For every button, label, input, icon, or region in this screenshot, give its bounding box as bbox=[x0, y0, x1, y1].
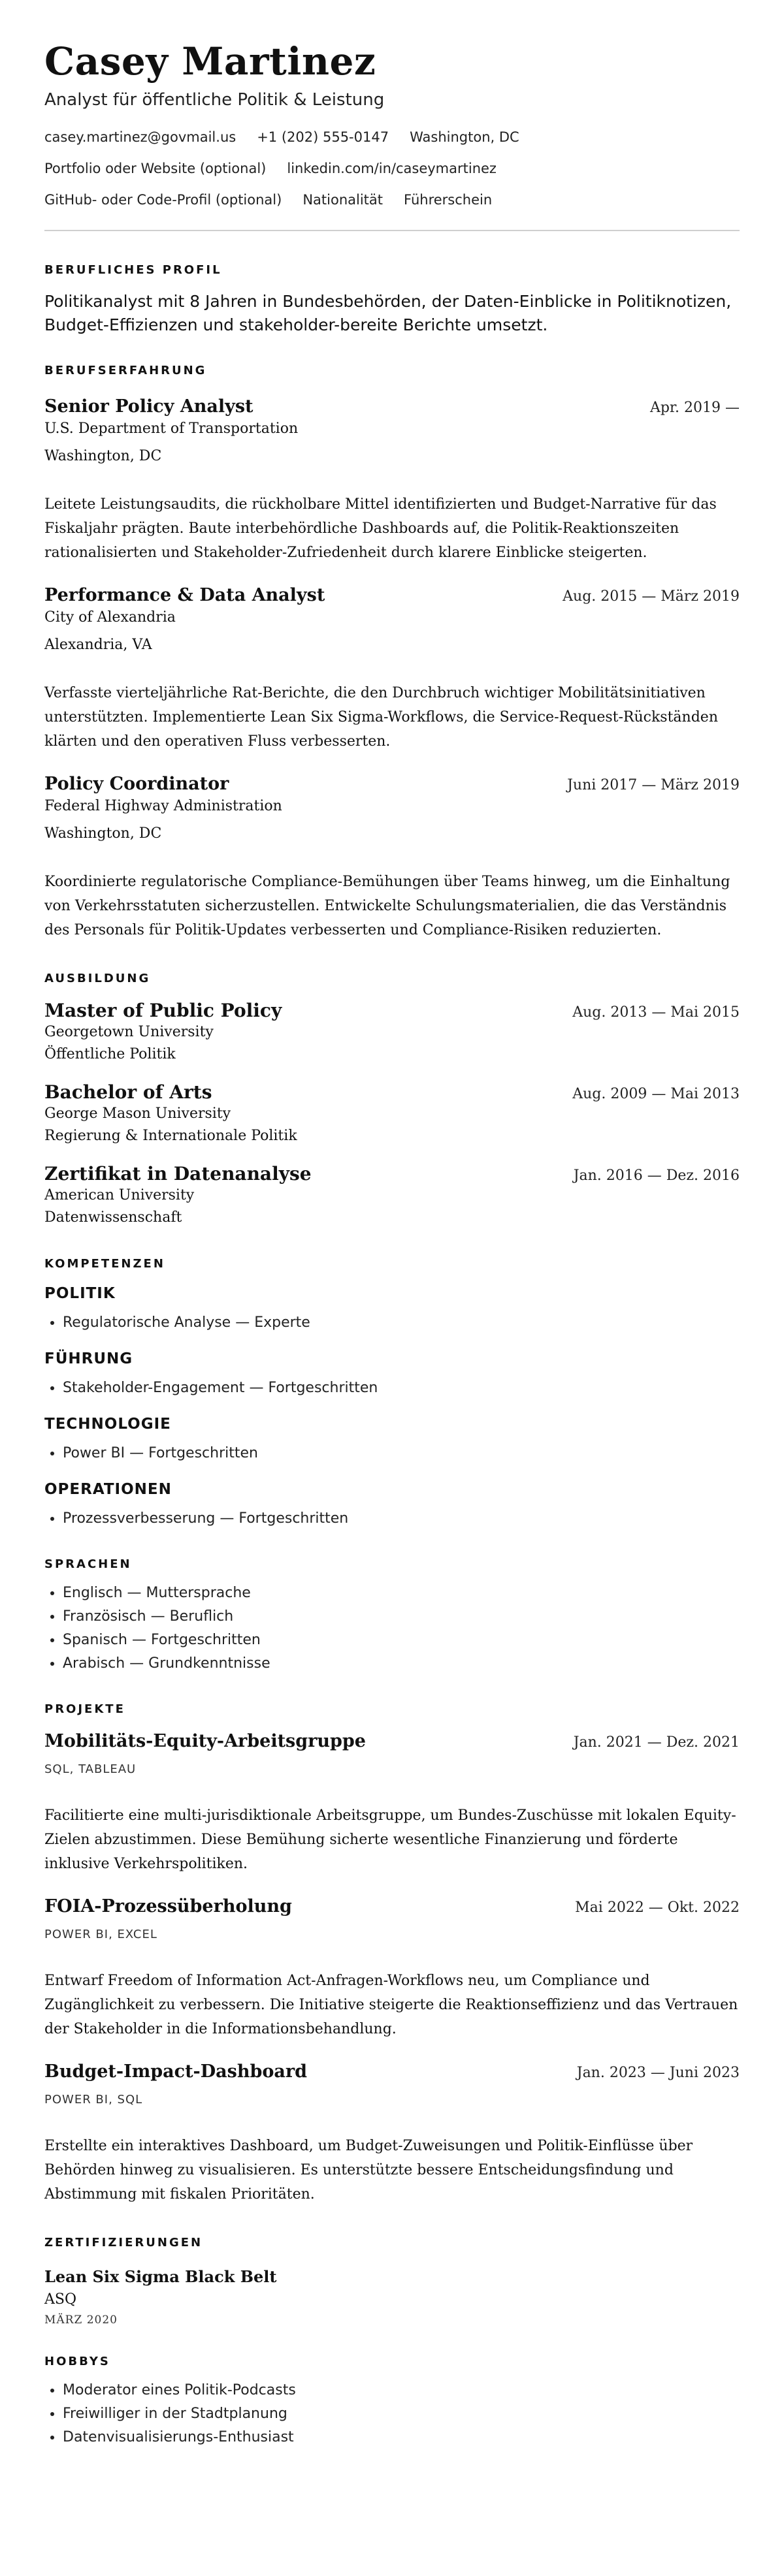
school-name: Georgetown University bbox=[44, 1024, 214, 1040]
section-heading-profile: BERUFLICHES PROFIL bbox=[44, 263, 222, 277]
project-title: FOIA-Prozessüberholung bbox=[44, 1896, 292, 1916]
contact-row bbox=[44, 159, 740, 178]
field-of-study: Regierung & Internationale Politik bbox=[44, 1128, 297, 1144]
project-title: Mobilitäts-Equity-Arbeitsgruppe bbox=[44, 1731, 366, 1751]
skill-item: • Power BI — Fortgeschritten bbox=[63, 1442, 740, 1465]
project-tech: POWER BI, SQL bbox=[44, 2093, 143, 2107]
education-date: Jan. 2016 — Dez. 2016 bbox=[573, 1168, 740, 1184]
project-tech: SQL, TABLEAU bbox=[44, 1762, 137, 1776]
skill-category: OPERATIONEN bbox=[44, 1481, 172, 1498]
project-entry bbox=[44, 2061, 740, 2206]
degree-title: Master of Public Policy bbox=[44, 1000, 282, 1021]
project-description: Entwarf Freedom of Information Act-Anfragen-Workflows neu, um Compliance und Zugänglichkeit zu verbessern. Die Initiative steigerte die Reaktionseffizienz und das Vertrauen der Stakeholder in die Informationsbehandlung. bbox=[44, 1973, 738, 2037]
language-item: • Spanisch — Fortgeschritten bbox=[63, 1629, 740, 1652]
skill-item: • Prozessverbesserung — Fortgeschritten bbox=[63, 1507, 740, 1531]
header-divider bbox=[44, 230, 740, 231]
skill-list bbox=[44, 1507, 740, 1531]
school-name: American University bbox=[44, 1187, 195, 1203]
job-title: Senior Policy Analyst bbox=[44, 396, 253, 417]
education-date: Aug. 2009 — Mai 2013 bbox=[572, 1086, 740, 1102]
certification-issuer: ASQ bbox=[44, 2291, 76, 2308]
language-item: • Arabisch — Grundkenntnisse bbox=[63, 1652, 740, 1676]
skill-category: POLITIK bbox=[44, 1285, 116, 1302]
job-description: Verfasste vierteljährliche Rat-Berichte, die den Durchbruch wichtiger Mobilitätsinitiativen unterstützten. Implementierte Lean Six Sigma-Workflows, die Service-Request-Rückständen klärten und den operativen Fluss verbesserten. bbox=[44, 685, 718, 750]
contact-row bbox=[44, 128, 740, 146]
section-heading-education: AUSBILDUNG bbox=[44, 972, 151, 985]
job-description: Leitete Leistungsaudits, die rückholbare Mittel identifizierten und Budget-Narrative für das Fiskaljahr prägten. Baute interbehördliche Dashboards auf, die Politik-Reaktionszeiten rationalisierten und Stakeholder-Zufriedenheit durch klarere Einblicke steigerten. bbox=[44, 496, 717, 561]
profile-summary: Politikanalyst mit 8 Jahren in Bundesbehörden, der Daten-Einblicke in Politiknotizen, Budget-Effizienzen und stakeholder-bereite Berichte umsetzt. bbox=[44, 292, 732, 334]
language-list bbox=[44, 1582, 740, 1676]
location: Washington, DC bbox=[410, 129, 519, 145]
section-heading-projects: PROJEKTE bbox=[44, 1702, 125, 1716]
job-location: Washington, DC bbox=[44, 825, 162, 842]
degree-title: Bachelor of Arts bbox=[44, 1081, 212, 1103]
job-organization: U.S. Department of Transportation bbox=[44, 421, 299, 437]
portfolio-link[interactable]: Portfolio oder Website (optional) bbox=[44, 161, 267, 176]
field-of-study: Datenwissenschaft bbox=[44, 1209, 182, 1226]
skill-item: • Regulatorische Analyse — Experte bbox=[63, 1311, 740, 1335]
section-heading-certifications: ZERTIFIZIERUNGEN bbox=[44, 2236, 203, 2250]
section-heading-skills: KOMPETENZEN bbox=[44, 1257, 165, 1271]
language-item: • Englisch — Muttersprache bbox=[63, 1582, 740, 1605]
skill-list bbox=[44, 1311, 740, 1335]
education-date: Aug. 2013 — Mai 2015 bbox=[572, 1004, 740, 1021]
candidate-title: Analyst für öffentliche Politik & Leistung bbox=[44, 90, 385, 110]
nationality: Nationalität bbox=[302, 192, 384, 208]
school-name: George Mason University bbox=[44, 1105, 231, 1122]
github-link[interactable]: GitHub- oder Code-Profil (optional) bbox=[44, 192, 282, 208]
section-heading-languages: SPRACHEN bbox=[44, 1557, 132, 1571]
project-date: Mai 2022 — Okt. 2022 bbox=[575, 1900, 740, 1916]
phone-number[interactable]: +1 (202) 555-0147 bbox=[257, 129, 389, 145]
drivers-license: Führerschein bbox=[404, 192, 493, 208]
project-date: Jan. 2023 — Juni 2023 bbox=[576, 2065, 740, 2081]
project-description: Facilitierte eine multi-jurisdiktionale Arbeitsgruppe, um Bundes-Zuschüsse mit lokalen Equity-Zielen abzustimmen. Diese Bemühung sicherte wesentliche Finanzierung und förderte inklusive Verkehrspolitiken. bbox=[44, 1807, 736, 1872]
project-entry bbox=[44, 1896, 740, 2041]
hobby-item: • Datenvisualisierungs-Enthusiast bbox=[63, 2426, 740, 2449]
hobby-item: • Freiwilliger in der Stadtplanung bbox=[63, 2402, 740, 2426]
hobby-item: • Moderator eines Politik-Podcasts bbox=[63, 2379, 740, 2402]
email-link[interactable]: casey.martinez@govmail.us bbox=[44, 129, 237, 145]
experience-entry bbox=[44, 584, 740, 754]
language-item: • Französisch — Beruflich bbox=[63, 1605, 740, 1629]
certification-title: Lean Six Sigma Black Belt bbox=[44, 2267, 277, 2286]
project-entry bbox=[44, 1730, 740, 1876]
job-location: Alexandria, VA bbox=[44, 637, 152, 653]
education-entry bbox=[44, 1000, 740, 1064]
experience-entry bbox=[44, 773, 740, 942]
linkedin-link[interactable]: linkedin.com/in/caseymartinez bbox=[287, 161, 497, 176]
skill-category: FÜHRUNG bbox=[44, 1350, 133, 1367]
education-entry bbox=[44, 1163, 740, 1228]
skill-list bbox=[44, 1376, 740, 1400]
candidate-name: Casey Martinez bbox=[44, 39, 376, 84]
experience-entry bbox=[44, 396, 740, 565]
job-title: Policy Coordinator bbox=[44, 774, 229, 794]
job-location: Washington, DC bbox=[44, 448, 162, 464]
job-date: Juni 2017 — März 2019 bbox=[567, 777, 740, 793]
field-of-study: Öffentliche Politik bbox=[44, 1046, 176, 1062]
section-heading-experience: BERUFSERFAHRUNG bbox=[44, 364, 207, 377]
job-organization: City of Alexandria bbox=[44, 609, 176, 626]
job-title: Performance & Data Analyst bbox=[44, 585, 325, 605]
contact-row bbox=[44, 191, 740, 209]
hobby-list bbox=[44, 2379, 740, 2449]
job-organization: Federal Highway Administration bbox=[44, 798, 282, 814]
education-entry bbox=[44, 1081, 740, 1146]
skill-item: • Stakeholder-Engagement — Fortgeschritten bbox=[63, 1376, 740, 1400]
degree-title: Zertifikat in Datenanalyse bbox=[44, 1163, 312, 1185]
job-date: Aug. 2015 — März 2019 bbox=[563, 588, 740, 605]
skill-list bbox=[44, 1442, 740, 1465]
project-tech: POWER BI, EXCEL bbox=[44, 1928, 157, 1941]
project-date: Jan. 2021 — Dez. 2021 bbox=[573, 1734, 740, 1751]
certification-date: MÄRZ 2020 bbox=[44, 2314, 118, 2327]
job-description: Koordinierte regulatorische Compliance-Bemühungen über Teams hinweg, um die Einhaltung von Verkehrsstatuten sicherzustellen. Entwickelte Schulungsmaterialien, die das Verständnis des Personals für Politik-Updates verbesserten und Compliance-Risiken reduzierten. bbox=[44, 874, 730, 938]
job-date: Apr. 2019 — bbox=[649, 400, 740, 416]
section-heading-hobbies: HOBBYS bbox=[44, 2355, 110, 2368]
project-title: Budget-Impact-Dashboard bbox=[44, 2061, 307, 2082]
project-description: Erstellte ein interaktives Dashboard, um Budget-Zuweisungen und Politik-Einflüsse über Behörden hinweg zu visualisieren. Es unterstützte bessere Entscheidungsfindung und Abstimmung mit fiskalen Prioritäten. bbox=[44, 2138, 693, 2202]
skill-category: TECHNOLOGIE bbox=[44, 1416, 171, 1433]
